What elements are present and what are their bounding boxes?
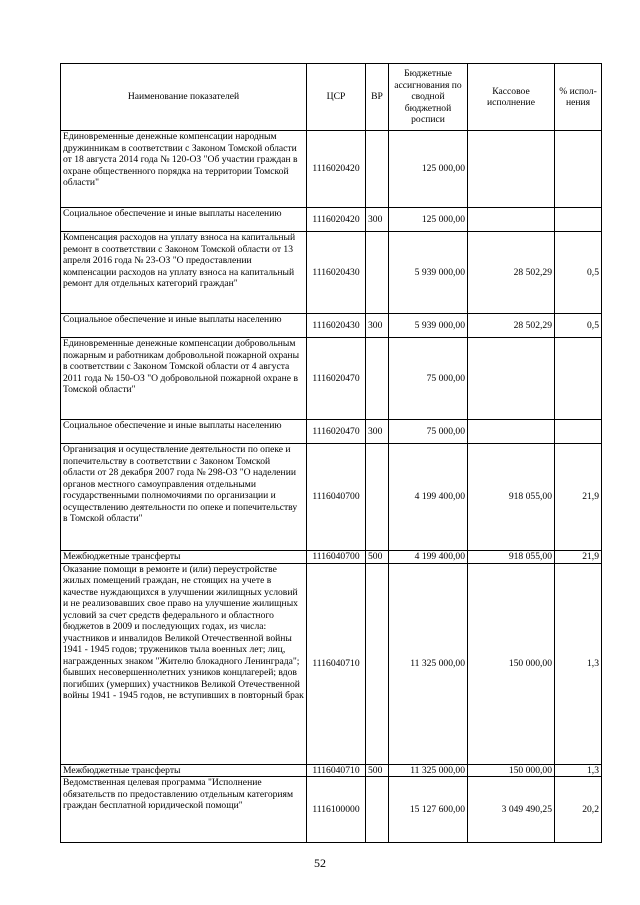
page-number: 52 [314, 856, 326, 870]
row-cash [468, 208, 555, 232]
row-csr: 1116040710 [307, 764, 366, 777]
row-percent: 0,5 [555, 232, 602, 314]
row-vr: 500 [366, 551, 389, 564]
row-vr [366, 232, 389, 314]
table-row [61, 551, 602, 564]
row-csr: 1116040710 [307, 563, 366, 764]
header-budget: Бюджетные ассигнования по сводной бюджетной росписи [389, 64, 468, 131]
row-vr [366, 444, 389, 551]
row-csr: 1116020430 [307, 314, 366, 338]
row-name: Межбюджетные трансферты [61, 764, 307, 777]
row-name: Оказание помощи в ремонте и (или) переустройстве жилых помещений граждан, не стоящих на учете в качестве нуждающихся в улучшении жилищных условий и не реализовавших свое право на улучшение жилищных условий за счет средств федерального и областного бюджетов в 2009 и последующих годах, из числа: участников и инвалидов Великой Отечественной войны 1941 - 1945 годов; тружеников тыла военных лет; лиц, награжденных знаком "Жителю блокадного Ленинграда"; бывших несовершеннолетних узников концлагерей; вдов погибших (умерших) участников Великой Отечественной войны 1941 - 1945 годов, не вступивших в повторный брак [61, 563, 307, 764]
row-percent: 1,3 [555, 563, 602, 764]
row-vr: 300 [366, 208, 389, 232]
row-name: Межбюджетные трансферты [61, 551, 307, 564]
row-cash [468, 338, 555, 420]
row-percent: 1,3 [555, 764, 602, 777]
row-name: Ведомственная целевая программа "Исполнение обязательств по предоставлению отдельным категориям граждан бесплатной юридической помощи" [61, 777, 307, 843]
row-vr [366, 563, 389, 764]
header-csr: ЦСР [307, 64, 366, 131]
row-budget: 5 939 000,00 [389, 314, 468, 338]
table-row [61, 777, 602, 843]
row-budget: 4 199 400,00 [389, 444, 468, 551]
row-budget: 75 000,00 [389, 338, 468, 420]
row-vr: 300 [366, 314, 389, 338]
row-budget: 75 000,00 [389, 420, 468, 444]
table-row [61, 208, 602, 232]
row-csr: 1116020470 [307, 420, 366, 444]
row-budget: 125 000,00 [389, 131, 468, 208]
row-budget: 4 199 400,00 [389, 551, 468, 564]
row-vr: 300 [366, 420, 389, 444]
row-cash: 918 055,00 [468, 444, 555, 551]
table-header-row [61, 64, 602, 131]
row-vr [366, 777, 389, 843]
header-name: Наименование показателей [61, 64, 307, 131]
row-cash: 28 502,29 [468, 314, 555, 338]
table-row [61, 420, 602, 444]
header-vr: ВР [366, 64, 389, 131]
row-name: Единовременные денежные компенсации народным дружинникам в соответствии с Законом Томской области от 18 августа 2014 года № 120-ОЗ "Об участии граждан в охране общественного порядка на территории Томской области" [61, 131, 307, 208]
table-row [61, 563, 602, 764]
row-cash: 918 055,00 [468, 551, 555, 564]
row-cash [468, 131, 555, 208]
row-name: Социальное обеспечение и иные выплаты населению [61, 208, 307, 232]
table-row [61, 764, 602, 777]
row-percent [555, 338, 602, 420]
budget-table [60, 63, 602, 843]
row-name: Социальное обеспечение и иные выплаты населению [61, 420, 307, 444]
row-percent: 20,2 [555, 777, 602, 843]
row-cash: 150 000,00 [468, 764, 555, 777]
row-vr [366, 338, 389, 420]
row-budget: 15 127 600,00 [389, 777, 468, 843]
table-row [61, 444, 602, 551]
row-name: Единовременные денежные компенсации добровольным пожарным и работникам добровольной пожарной охраны в соответствии с Законом Томской области от 4 августа 2011 года № 150-ОЗ "О добровольной пожарной охране в Томской области" [61, 338, 307, 420]
row-csr: 1116020420 [307, 208, 366, 232]
row-csr: 1116020430 [307, 232, 366, 314]
row-budget: 5 939 000,00 [389, 232, 468, 314]
header-percent: % испол-нения [555, 64, 602, 131]
table-row [61, 338, 602, 420]
row-csr: 1116020420 [307, 131, 366, 208]
row-percent [555, 131, 602, 208]
row-budget: 11 325 000,00 [389, 563, 468, 764]
row-cash: 3 049 490,25 [468, 777, 555, 843]
row-csr: 1116040700 [307, 551, 366, 564]
row-name: Социальное обеспечение и иные выплаты населению [61, 314, 307, 338]
table-row [61, 131, 602, 208]
header-cash: Кассовое исполнение [468, 64, 555, 131]
row-vr [366, 131, 389, 208]
row-csr: 1116020470 [307, 338, 366, 420]
row-name: Компенсация расходов на уплату взноса на капитальный ремонт в соответствии с Законом Томской области от 13 апреля 2016 года № 23-ОЗ "О предоставлении компенсации расходов на уплату взноса на капитальный ремонт для отдельных категорий граждан" [61, 232, 307, 314]
row-cash [468, 420, 555, 444]
row-percent: 0,5 [555, 314, 602, 338]
row-percent: 21,9 [555, 444, 602, 551]
row-percent [555, 420, 602, 444]
row-cash: 28 502,29 [468, 232, 555, 314]
row-budget: 11 325 000,00 [389, 764, 468, 777]
row-percent: 21,9 [555, 551, 602, 564]
row-name: Организация и осуществление деятельности по опеке и попечительству в соответствии с Законом Томской области от 28 декабря 2007 года № 298-ОЗ "О наделении органов местного самоуправления отдельными государственными полномочиями по организации и осуществлению деятельности по опеке и попечительству в Томской области" [61, 444, 307, 551]
row-vr: 500 [366, 764, 389, 777]
table-row [61, 232, 602, 314]
row-percent [555, 208, 602, 232]
table-row [61, 314, 602, 338]
row-csr: 1116040700 [307, 444, 366, 551]
row-budget: 125 000,00 [389, 208, 468, 232]
row-csr: 1116100000 [307, 777, 366, 843]
row-cash: 150 000,00 [468, 563, 555, 764]
